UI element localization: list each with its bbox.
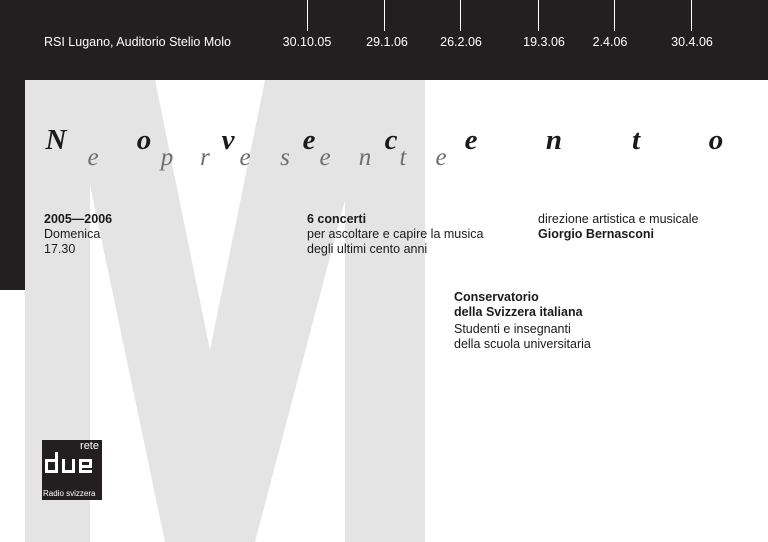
concert-date-4: 19.3.06: [523, 35, 565, 49]
logo-tagline: Radio svizzera: [43, 489, 96, 498]
date-tick: [538, 0, 539, 31]
title-letter: n: [545, 124, 563, 156]
concert-date-2: 29.1.06: [366, 35, 408, 49]
conservatory-desc-2: della scuola universitaria: [454, 337, 591, 351]
concert-date-1: 30.10.05: [282, 35, 332, 49]
title-letter: o: [708, 124, 724, 156]
date-tick: [384, 0, 385, 31]
conservatory-name-1: Conservatorio: [454, 290, 539, 304]
concerts-line-2: degli ultimi cento anni: [307, 242, 428, 256]
title-letter: N: [45, 124, 67, 156]
subtitle-letter: e: [239, 144, 251, 171]
subtitle-letter: s: [280, 144, 290, 171]
logo-rete-text: rete: [80, 440, 99, 452]
subtitle-letter: r: [200, 144, 210, 171]
subtitle-letter: n: [358, 144, 372, 171]
concert-date-5: 2.4.06: [592, 35, 628, 49]
date-tick: [307, 0, 308, 31]
subtitle-letter: e: [435, 144, 447, 171]
title-letter: v: [221, 124, 235, 156]
concert-date-6: 30.4.06: [671, 35, 713, 49]
rete-due-logo: [42, 440, 102, 500]
director-name: Giorgio Bernasconi: [538, 227, 654, 241]
subtitle-letter: t: [399, 144, 407, 171]
season-day: Domenica: [44, 227, 101, 241]
logo-due-glyphs: [42, 448, 102, 478]
venue-label: RSI Lugano, Auditorio Stelio Molo: [44, 35, 231, 49]
date-tick: [460, 0, 461, 31]
title-letter: o: [136, 124, 152, 156]
title-letter: t: [631, 124, 641, 156]
date-tick: [614, 0, 615, 31]
date-tick: [691, 0, 692, 31]
concert-date-3: 26.2.06: [440, 35, 482, 49]
subtitle-letter: p: [160, 144, 174, 171]
title-letter: e: [302, 124, 316, 156]
concerts-line-1: per ascoltare e capire la musica: [307, 227, 484, 241]
title-letter: c: [384, 124, 398, 156]
season-time: 17.30: [44, 242, 76, 256]
left-accent-bar: [0, 80, 25, 290]
concerts-headline: 6 concerti: [307, 212, 367, 226]
subtitle-letter: e: [319, 144, 331, 171]
conservatory-desc-1: Studenti e insegnanti: [454, 322, 571, 336]
subtitle-letter: e: [87, 144, 99, 171]
direction-role: direzione artistica e musicale: [538, 212, 699, 226]
title-letter: e: [464, 124, 478, 156]
conservatory-name-2: della Svizzera italiana: [454, 305, 583, 319]
season-years: 2005—2006: [44, 212, 113, 226]
